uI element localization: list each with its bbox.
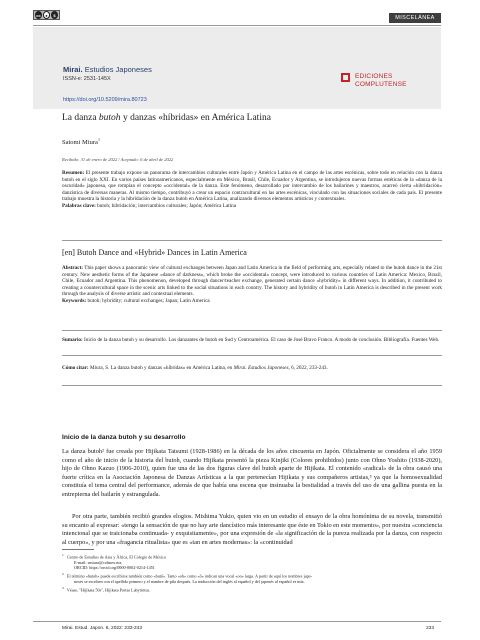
publisher-name: EDICIONES COMPLUTENSE [355,73,407,88]
footnote-2: $^2$ El término «butoh» puede escribirse también como «butô». Tanto «oh» como «ô» indican una vocal «oo» larga. A partir de aquí los nombres japo- neses se escriben con el apellido primero y el nombre de pila después. La traducción del inglés al español y del japonés al español es mía. [62,572,313,584]
journal-issn: ISSN-e: 2531-145X [63,76,111,82]
article-title: La danza butoh y danzas «híbridas» en América Latina [62,113,271,123]
section-badge: MISCELÁNEA [389,13,441,23]
divider [62,240,442,241]
footer-rule [33,621,441,622]
body-paragraph: La danza butoh² fue creada por Hijikata Tatsumi (1928-1986) en la década de los años cincuenta en Japón. Oficialmente se considera el año 1959 como el año de inicio de la historia del butoh, cuando Hijikata presentó la pieza Kinjiki (Colores prohibidos) junto con Ohno Yoshito (1938-2020), hijo de Ohno Kazuo (1906-2010), quien fue una de las dos figuras clave del butoh aparte de Hijikata. El contenido «radical» de la obra causó una fuerte crítica en la Asociación Japonesa de Danzas Artísticas a la que pertenecían Hijikata y sus compañeros artistas,³ ya que la homosexualidad constituía el tema central del performance, además de que había una escena que insinuaba la bestialidad a través del uso de una gallina puesta en la entrepierna del bailarín y estrangulada. [62,448,442,498]
divider [62,385,442,386]
divider [62,355,442,356]
footnote-rule [62,549,94,550]
abstract-block: Abstract: This paper shows a panoramic view of cultural exchanges between Japan and Latin America in the field of performing arts, especially related to the butoh dance in the 21st century. New aesthetic forms of the Japanese «dance of darkness», which broke the «occidental» concept, were introduced to various countries of Latin America: Mexico, Brazil, Chile, Ecuador and Argentina. This phenomenon, developed through dancer/teacher exchange, generated certain dance «hybridity» in different ways. In addition, it contributed to creating a countercultural space in the scenic arts linked to the social situations in each country. The history and hybridity of butoh in Latin America is described in the present work through the analysis of diverse artistic and contextual elements. Keywords: butoh; hybridity; cultural exchanges; Japan; Latin America [62,265,442,304]
footnote-1: $^1$ Centro de Estudios de Asia y África, El Colegio de México E-mail: smiura@colmex.mx ORCID: https://orcid.org/0000-0002-0214-1451 [62,553,167,570]
doi-link[interactable]: https://doi.org/10.5209/mira.80723 [63,97,147,103]
cc-icon: cc [36,12,41,18]
body-paragraph: Por otra parte, también recibió grandes elogios. Mishima Yukio, quien vio en un estudio el ensayo de la obra homónima de su novela, transmitió su encanto al expresar: «tengo la sensación de que no hay arte dancístico más interesante que éste en Tokio en este momento», por nuestra «conciencia intencional que se traicionaba continuada- y exquisitamente», por una expresión de «la significación de la pureza realizada por la danza, con respecto al cuerpo», y por una «fragancia ritualista» que es «tan en artes modernas»: la «continuidad [62,513,442,546]
resumen-block: Resumen: El presente trabajo expone un panorama de intercambios culturales entre Japón y América Latina en el campo de las artes escénicas, sobre todo en relación con la danza butoh en el siglo XXI. En varios países latinoamericanos, especialmente en México, Brasil, Chile, Ecuador y Argentina, se introdujeron nuevas formas estéticas de la «danza de la oscuridad» japonesa, que rompían el concepto «occidental» de la danza. Este fenómeno, desarrollado por intercambio de los bailarines y maestros, acarreó cierta «hibridación» danzística de diversas maneras. Al mismo tiempo, contribuyó a crear un espacio contracultural en las artes escénicas, vinculado con las situaciones sociales de cada país. El presente trabajo muestra la historia y la hibridación de la danza butoh en América Latina, analizando diversos elementos artísticos y contextuales. Palabras clave: butoh; hibridación; intercambios culturales; Japón; América Latina [62,170,442,209]
received-dates: Recibido: 31 de enero de 2022 / Aceptado: 6 de abril de 2022 [62,157,174,162]
section-heading: Inicio de la danza butoh y su desarrollo [62,434,186,441]
page-number: 233 [426,626,435,631]
footer-citation: Mirai. Estud. Japon. 6, 2022: 233-243 [62,626,142,631]
divider [62,330,442,331]
author-name: Satomi Miura$^1$ [62,137,100,147]
nc-icon: $ [51,11,58,19]
license-badge [33,10,60,20]
publisher-logo-icon [341,73,350,82]
footnote-3: $^3$ Véase, "Hijikata 50s", Hijikata Portas Labyrintus. [62,586,151,593]
by-icon: ● [43,11,50,19]
header-rule [33,25,441,26]
sumario-block: Sumario: Inicio de la danza butoh y su desarrollo. Los danzantes de butoh en Sud y Centroamérica. El caso de José Bravo Franco. A modo de conclusión. Bibliografía. Fuentes Web. [62,337,440,343]
citation-block: Cómo citar: Miura, S. La danza butoh y danzas «híbridas» en América Latina, en Mirai. Estudios Japoneses, 6, 2022, 233-243. [62,365,328,371]
english-title: [en] Butoh Dance and «Hybrid» Dances in Latin America [62,248,247,257]
journal-name: Mirai. Estudios Japoneses [63,65,152,74]
